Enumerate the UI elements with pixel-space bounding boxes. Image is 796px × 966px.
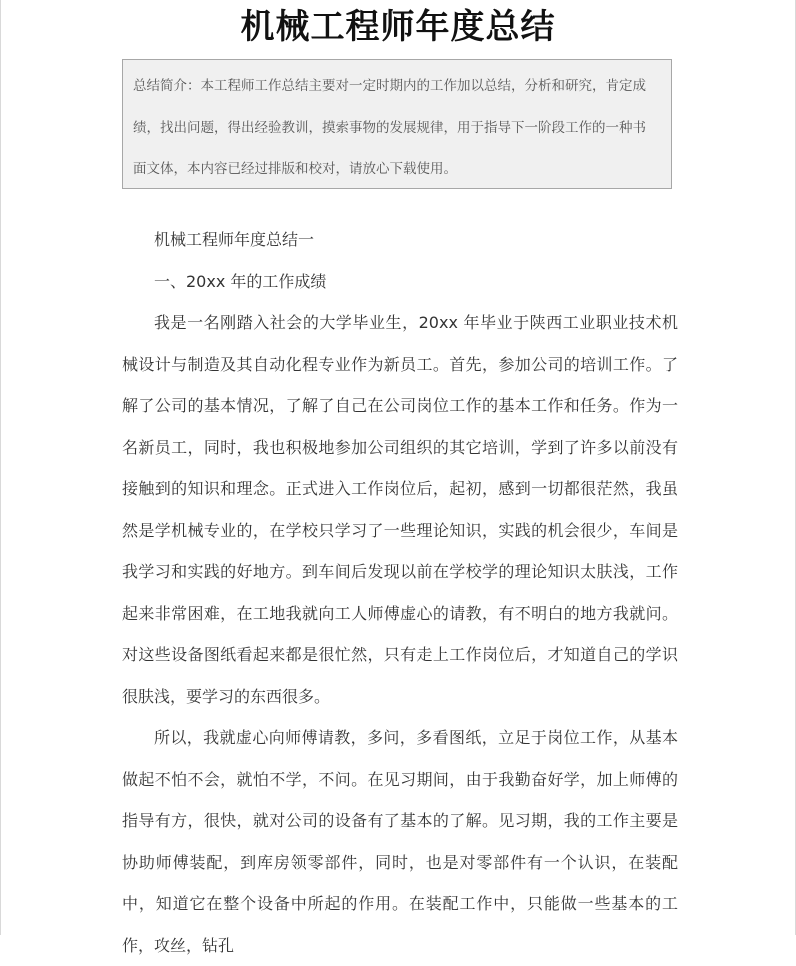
page-edge-left: [0, 0, 1, 935]
body-paragraph-2: 所以，我就虚心向师傅请教，多问，多看图纸，立足于岗位工作，从基本做起不怕不会，就怕不学，不问。在见习期间，由于我勤奋好学，加上师傅的指导有方，很快，就对公司的设备有了基本的了解。见习期，我的工作主要是协助师傅装配，到库房领零部件，同时，也是对零部件有一个认识，在装配中，知道它在整个设备中所起的作用。在装配工作中，只能做一些基本的工作，攻丝，钻孔: [122, 728, 678, 955]
summary-box: 总结简介：本工程师工作总结主要对一定时期内的工作加以总结，分析和研究，肯定成绩，找出问题，得出经验教训，摸索事物的发展规律，用于指导下一阶段工作的一种书面文体，本内容已经过排版和校对，请放心下载使用。: [122, 59, 672, 189]
subheading: 一、20xx 年的工作成绩: [154, 271, 327, 291]
document-title: 机械工程师年度总结: [240, 7, 556, 47]
body-paragraph-1: 我是一名刚踏入社会的大学毕业生，20xx 年毕业于陕西工业职业技术机械设计与制造及其自动化程专业作为新员工。首先，参加公司的培训工作。了解了公司的基本情况，了解了自己在公司岗位工作的基本工作和任务。作为一名新员工，同时，我也积极地参加公司组织的其它培训，学到了许多以前没有接触到的知识和理念。正式进入工作岗位后，起初，感到一切都很茫然，我虽然是学机械专业的，在学校只学习了一些理论知识，实践的机会很少，车间是我学习和实践的好地方。到车间后发现以前在学校学的理论知识太肤浅，工作起来非常困难，在工地我就向工人师傅虚心的请教，有不明白的地方我就问。对这些设备图纸看起来都是很忙然，只有走上工作岗位后，才知道自己的学识很肤浅，要学习的东西很多。: [122, 313, 678, 706]
document-body: [122, 219, 678, 966]
section-heading: 机械工程师年度总结一: [154, 230, 315, 249]
